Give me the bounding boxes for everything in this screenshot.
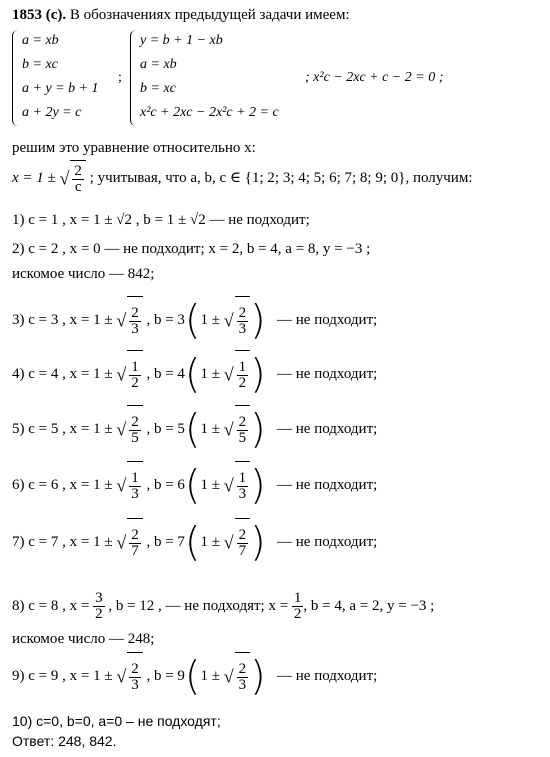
- paren-open-icon: (: [184, 297, 201, 344]
- paren-close-icon: ): [250, 519, 266, 566]
- case-den-2: 7: [238, 543, 247, 560]
- case-num: 1: [131, 470, 139, 487]
- case-num-2: 2: [238, 527, 247, 544]
- paren-open-icon: (: [184, 519, 201, 566]
- case-den-2: 2: [238, 375, 247, 392]
- paren-close-icon: ): [250, 653, 266, 700]
- case-9: 9) c = 9 , x = 1 ± √ $\frac{2}{3}$ , b = 9(1 ± √ $\frac{2}{3}$ ) — не подходит;: [12, 653, 378, 700]
- formula-mid: ; учитывая, что a, b, c ∈ {1; 2; 3; 4; 5; 6; 7; 8; 9; 0}, получим:: [89, 170, 473, 186]
- case-5: 5) c = 5 , x = 1 ± √ $\frac{2}{5}$ , b = 5(1 ± √ $\frac{2}{5}$ ) — не подходит;: [12, 406, 378, 453]
- paren-open-icon: (: [184, 406, 201, 453]
- case-num-2: 1: [238, 470, 247, 487]
- sqrt-icon: √: [223, 475, 234, 496]
- case9-den-2: 3: [238, 677, 247, 694]
- case-label: 6) c = 6 , x = 1 ±: [12, 477, 113, 493]
- paren-close-icon: ): [250, 406, 266, 453]
- case-10: 10) c=0, b=0, a=0 – не подходят;: [12, 713, 221, 729]
- paren-open-icon: (: [184, 351, 201, 398]
- case-4: 4) c = 4 , x = 1 ± √ $\frac{1}{2}$ , b = 4(1 ± √ $\frac{1}{2}$ ) — не подходит;: [12, 351, 378, 398]
- case8-f2-den: 2: [293, 606, 302, 623]
- case8-f1-num: 3: [95, 590, 103, 607]
- case-den: 2: [131, 375, 139, 392]
- sqrt-icon: √: [223, 419, 234, 440]
- case-1: 1) c = 1 , x = 1 ± √2 , b = 1 ± √2 — не подходит;: [12, 212, 310, 228]
- paren-close-icon: ): [250, 351, 266, 398]
- case8-a: 8) c = 8 , x =: [12, 598, 90, 614]
- case9-tail: — не подходит;: [277, 668, 378, 684]
- case9-num-2: 2: [238, 661, 247, 678]
- intro-text: В обозначениях предыдущей задачи имеем:: [69, 7, 350, 23]
- case-b: , b = 4: [146, 366, 185, 382]
- sys2-eq2: a = xb: [140, 57, 177, 72]
- formula-line: [12, 160, 473, 197]
- problem-number: 1853 (с).: [12, 7, 67, 23]
- case-den: 5: [131, 430, 139, 447]
- case-8: [12, 588, 434, 624]
- sqrt-icon: √: [223, 532, 234, 553]
- header-line: [12, 6, 350, 24]
- case9-label: 9) c = 9 , x = 1 ±: [12, 668, 113, 684]
- sqrt-icon: √: [59, 168, 70, 189]
- formula-sqrt: [70, 160, 86, 197]
- case-tail: — не подходит;: [277, 421, 378, 437]
- case-num: 1: [131, 359, 139, 376]
- case-num: 2: [131, 414, 139, 431]
- case-num-2: 1: [238, 359, 247, 376]
- found-number-1: искомое число — 842;: [12, 266, 155, 282]
- case-num: 2: [131, 527, 139, 544]
- formula-prefix: x = 1 ±: [12, 170, 56, 186]
- case-6: 6) c = 6 , x = 1 ± √ $\frac{1}{3}$ , b = 6(1 ± √ $\frac{1}{3}$ ) — не подходит;: [12, 462, 378, 509]
- sqrt-icon: √: [116, 475, 127, 496]
- sys1-eq2: b = xc: [22, 57, 58, 72]
- brace-left-2: [130, 30, 137, 126]
- sqrt-icon: √: [223, 310, 234, 331]
- case-b: , b = 6: [146, 477, 185, 493]
- found-number-2: искомое число — 248;: [12, 631, 155, 647]
- answer-line: Ответ: 248, 842.: [12, 733, 117, 749]
- brace-left-1: [12, 30, 19, 126]
- sqrt-icon: √: [116, 364, 127, 385]
- case-tail: — не подходит;: [277, 477, 378, 493]
- paren-open-icon: (: [184, 653, 201, 700]
- system-2: [140, 29, 279, 125]
- sqrt-icon: √: [116, 419, 127, 440]
- formula-num: 2: [74, 163, 82, 180]
- case8-f1-den: 2: [95, 606, 103, 623]
- case-den: 7: [131, 543, 139, 560]
- sys1-eq1: a = xb: [22, 33, 59, 48]
- case-b: , b = 3: [146, 312, 185, 328]
- case-3: 3) c = 3 , x = 1 ± √ $\frac{2}{3}$ , b = 3(1 ± √ $\frac{2}{3}$ ) — не подходит;: [12, 297, 378, 344]
- case-num: 2: [131, 305, 139, 322]
- sqrt-icon: √: [116, 666, 127, 687]
- case-label: 4) c = 4 , x = 1 ±: [12, 366, 113, 382]
- case-tail: — не подходит;: [277, 534, 378, 550]
- sys2-eq4: x²c + 2xc − 2x²c + 2 = c: [140, 105, 279, 120]
- case-b: , b = 5: [146, 421, 185, 437]
- case-den-2: 3: [238, 486, 247, 503]
- case-den-2: 5: [238, 430, 247, 447]
- case9-b: , b = 9: [146, 668, 185, 684]
- system-1: [22, 29, 99, 125]
- case8-f2-num: 1: [293, 590, 302, 607]
- sys1-eq3: a + y = b + 1: [22, 81, 99, 96]
- case-num-2: 2: [238, 414, 247, 431]
- case-tail: — не подходит;: [277, 366, 378, 382]
- sqrt-icon: √: [116, 310, 127, 331]
- case-num-2: 2: [238, 305, 247, 322]
- sqrt-icon: √: [223, 666, 234, 687]
- case-den: 3: [131, 321, 139, 338]
- case9-num: 2: [131, 661, 139, 678]
- case-tail: — не подходит;: [277, 312, 378, 328]
- sys2-eq1: y = b + 1 − xb: [140, 33, 223, 48]
- case-label: 5) c = 5 , x = 1 ±: [12, 421, 113, 437]
- case-7: 7) c = 7 , x = 1 ± √ $\frac{2}{7}$ , b = 7(1 ± √ $\frac{2}{7}$ ) — не подходит;: [12, 519, 378, 566]
- case-den: 3: [131, 486, 139, 503]
- paren-open-icon: (: [184, 462, 201, 509]
- solve-line: решим это уравнение относительно x:: [12, 140, 256, 156]
- sys2-eq3: b = xc: [140, 81, 176, 96]
- case-2: 2) c = 2 , x = 0 — не подходит; x = 2, b = 4, a = 8, y = −3 ;: [12, 241, 371, 257]
- separator: ;: [118, 70, 122, 85]
- formula-den: c: [74, 179, 82, 196]
- quadratic-equation: ; x²c − 2xc + c − 2 = 0 ;: [305, 70, 444, 85]
- case-b: , b = 7: [146, 534, 185, 550]
- paren-close-icon: ): [250, 462, 266, 509]
- case8-c: , b = 4, a = 2, y = −3 ;: [303, 598, 435, 614]
- case-label: 3) c = 3 , x = 1 ±: [12, 312, 113, 328]
- sqrt-icon: √: [223, 364, 234, 385]
- case8-b: , b = 12 , — не подходят; x =: [108, 598, 289, 614]
- case-label: 7) c = 7 , x = 1 ±: [12, 534, 113, 550]
- sqrt-icon: √: [116, 532, 127, 553]
- case9-den: 3: [131, 677, 139, 694]
- case-den-2: 3: [238, 321, 247, 338]
- sys1-eq4: a + 2y = c: [22, 105, 82, 120]
- paren-close-icon: ): [250, 297, 266, 344]
